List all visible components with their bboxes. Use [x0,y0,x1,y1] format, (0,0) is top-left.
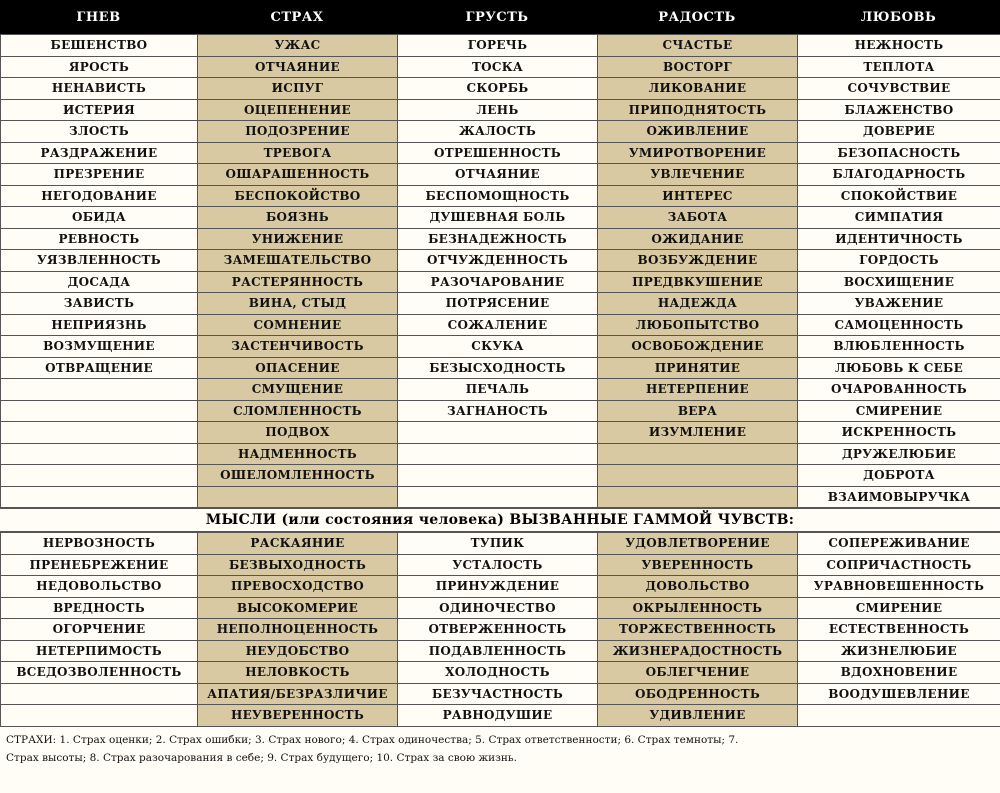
table-cell: УЯЗВЛЕННОСТЬ [1,250,198,272]
table-cell [1,379,198,401]
table-cell: СЧАСТЬЕ [598,35,798,57]
table-row [1,228,1000,250]
table-cell [798,705,1000,727]
table-cell: ЛЕНЬ [398,99,598,121]
column-header-joy: РАДОСТЬ [658,9,736,25]
table-cell: УВЕРЕННОСТЬ [598,554,798,576]
table-row [1,35,1000,57]
table-cell: УДИВЛЕНИЕ [598,705,798,727]
table-cell: ВОСХИЩЕНИЕ [798,271,1000,293]
table-cell: ОЖИДАНИЕ [598,228,798,250]
table-cell: ТОРЖЕСТВЕННОСТЬ [598,619,798,641]
table-cell: СОМНЕНИЕ [198,314,398,336]
table-row [1,78,1000,100]
table-row [1,379,1000,401]
section-title: МЫСЛИ (или состояния человека) ВЫЗВАННЫЕ ГАММОЙ ЧУВСТВ: [0,508,1000,532]
table-cell: ВРЕДНОСТЬ [1,597,198,619]
table-cell: ОСВОБОЖДЕНИЕ [598,336,798,358]
table-cell: НЕРВОЗНОСТЬ [1,533,198,555]
table-cell: ОШАРАШЕННОСТЬ [198,164,398,186]
table-row [1,533,1000,555]
table-cell [1,422,198,444]
table-row [1,164,1000,186]
table-cell: ТЕПЛОТА [798,56,1000,78]
table-cell: БЛАЖЕНСТВО [798,99,1000,121]
table-cell: ПОДАВЛЕННОСТЬ [398,640,598,662]
table-cell: РАЗОЧАРОВАНИЕ [398,271,598,293]
table-cell: СМИРЕНИЕ [798,400,1000,422]
table-cell: УДОВЛЕТВОРЕНИЕ [598,533,798,555]
table-cell: СМУЩЕНИЕ [198,379,398,401]
table-cell: ПОТРЯСЕНИЕ [398,293,598,315]
table-row [1,207,1000,229]
table-cell: ОЧАРОВАННОСТЬ [798,379,1000,401]
table-cell: ОПАСЕНИЕ [198,357,398,379]
emotions-table [0,34,1000,508]
table-cell: ОБОДРЕННОСТЬ [598,683,798,705]
table-cell [598,443,798,465]
table-row [1,465,1000,487]
table-cell [598,486,798,508]
table-cell: ПРИНУЖДЕНИЕ [398,576,598,598]
table-cell: СЛОМЛЕННОСТЬ [198,400,398,422]
table-cell: ВЛЮБЛЕННОСТЬ [798,336,1000,358]
table-cell: ГОРЕЧЬ [398,35,598,57]
table-cell: ПРЕВОСХОДСТВО [198,576,398,598]
thoughts-table [0,532,1000,727]
table-cell: БЕЗВЫХОДНОСТЬ [198,554,398,576]
table-cell: НЕНАВИСТЬ [1,78,198,100]
table-row [1,293,1000,315]
table-cell: ГОРДОСТЬ [798,250,1000,272]
table-cell: БЕЗЫСХОДНОСТЬ [398,357,598,379]
table-cell: НЕДОВОЛЬСТВО [1,576,198,598]
table-cell: ДУШЕВНАЯ БОЛЬ [398,207,598,229]
table-cell: ОТЧУЖДЕННОСТЬ [398,250,598,272]
table-cell: НЕПРИЯЗНЬ [1,314,198,336]
table-cell: ТОСКА [398,56,598,78]
table-cell: ЗАСТЕНЧИВОСТЬ [198,336,398,358]
table-cell: ВОЗМУЩЕНИЕ [1,336,198,358]
table-row [1,314,1000,336]
table-cell: ПРЕДВКУШЕНИЕ [598,271,798,293]
table-cell: РАСКАЯНИЕ [198,533,398,555]
table-cell: ИДЕНТИЧНОСТЬ [798,228,1000,250]
table-row [1,99,1000,121]
table-cell: РАВНОДУШИЕ [398,705,598,727]
table-cell: ИЗУМЛЕНИЕ [598,422,798,444]
table-row [1,336,1000,358]
table-cell [398,486,598,508]
table-cell: ЕСТЕСТВЕННОСТЬ [798,619,1000,641]
column-header-fear: СТРАХ [270,9,324,25]
table-row [1,597,1000,619]
column-header-love: ЛЮБОВЬ [860,9,937,25]
table-cell: БЕСПОМОЩНОСТЬ [398,185,598,207]
table-cell: СМИРЕНИЕ [798,597,1000,619]
table-cell: НЕЖНОСТЬ [798,35,1000,57]
table-cell: ОБИДА [1,207,198,229]
table-cell: ПРИНЯТИЕ [598,357,798,379]
table-cell: ОБЛЕГЧЕНИЕ [598,662,798,684]
table-cell: ЖИЗНЕРАДОСТНОСТЬ [598,640,798,662]
table-cell: ОТЧАЯНИЕ [398,164,598,186]
table-cell: НАДЕЖДА [598,293,798,315]
table-row [1,142,1000,164]
table-cell: ВООДУШЕВЛЕНИЕ [798,683,1000,705]
table-cell: НАДМЕННОСТЬ [198,443,398,465]
table-cell: СОПРИЧАСТНОСТЬ [798,554,1000,576]
table-row [1,486,1000,508]
table-cell: СПОКОЙСТВИЕ [798,185,1000,207]
table-cell: ВЫСОКОМЕРИЕ [198,597,398,619]
table-cell: ДОВЕРИЕ [798,121,1000,143]
table-cell: ВОЗБУЖДЕНИЕ [598,250,798,272]
table-cell: ОТЧАЯНИЕ [198,56,398,78]
table-cell: НЕУВЕРЕННОСТЬ [198,705,398,727]
table-cell: ВСЕДОЗВОЛЕННОСТЬ [1,662,198,684]
table-cell: ВЕРА [598,400,798,422]
table-cell: ЗАВИСТЬ [1,293,198,315]
table-cell: ИНТЕРЕС [598,185,798,207]
table-cell: ПРЕЗРЕНИЕ [1,164,198,186]
table-cell [1,443,198,465]
table-cell: УМИРОТВОРЕНИЕ [598,142,798,164]
table-cell: УСТАЛОСТЬ [398,554,598,576]
table-cell [398,443,598,465]
table-row [1,554,1000,576]
table-cell: ПРЕНЕБРЕЖЕНИЕ [1,554,198,576]
table-row [1,619,1000,641]
table-cell: СКУКА [398,336,598,358]
table-cell: ОЖИВЛЕНИЕ [598,121,798,143]
table-row [1,443,1000,465]
table-cell: ОДИНОЧЕСТВО [398,597,598,619]
table-cell: ЖАЛОСТЬ [398,121,598,143]
table-row [1,422,1000,444]
table-cell: ПРИПОДНЯТОСТЬ [598,99,798,121]
table-cell: НЕПОЛНОЦЕННОСТЬ [198,619,398,641]
table-cell: ВДОХНОВЕНИЕ [798,662,1000,684]
table-cell: БЕЗНАДЕЖНОСТЬ [398,228,598,250]
table-cell: АПАТИЯ/БЕЗРАЗЛИЧИЕ [198,683,398,705]
table-cell: РАСТЕРЯННОСТЬ [198,271,398,293]
table-cell: ЗАБОТА [598,207,798,229]
table-cell [1,705,198,727]
table-cell: ЛЮБОПЫТСТВО [598,314,798,336]
table-row [1,683,1000,705]
table-cell: ИСКРЕННОСТЬ [798,422,1000,444]
table-cell: СИМПАТИЯ [798,207,1000,229]
table-cell: ВЗАИМОВЫРУЧКА [798,486,1000,508]
table-cell: ЯРОСТЬ [1,56,198,78]
table-cell: НЕГОДОВАНИЕ [1,185,198,207]
table-cell: ЗАГНАНОСТЬ [398,400,598,422]
table-row [1,705,1000,727]
table-cell: БЕСПОКОЙСТВО [198,185,398,207]
table-cell: БЛАГОДАРНОСТЬ [798,164,1000,186]
table-cell: УЖАС [198,35,398,57]
table-cell: ОТВРАЩЕНИЕ [1,357,198,379]
table-cell: РАЗДРАЖЕНИЕ [1,142,198,164]
table-cell [598,465,798,487]
table-cell: ВИНА, СТЫД [198,293,398,315]
table-cell: НЕУДОБСТВО [198,640,398,662]
table-cell: УНИЖЕНИЕ [198,228,398,250]
table-cell [1,465,198,487]
table-row [1,56,1000,78]
table-row [1,576,1000,598]
table-cell: ОКРЫЛЕННОСТЬ [598,597,798,619]
table-cell: САМОЦЕННОСТЬ [798,314,1000,336]
table-cell: СКОРБЬ [398,78,598,100]
table-cell: УВЛЕЧЕНИЕ [598,164,798,186]
table-cell: НЕТЕРПИМОСТЬ [1,640,198,662]
table-cell: ПОДОЗРЕНИЕ [198,121,398,143]
table-row [1,662,1000,684]
table-cell: ОШЕЛОМЛЕННОСТЬ [198,465,398,487]
table-row [1,250,1000,272]
table-cell: УРАВНОВЕШЕННОСТЬ [798,576,1000,598]
table-row [1,121,1000,143]
table-cell: СОЧУВСТВИЕ [798,78,1000,100]
table-cell [1,400,198,422]
table-cell: ПОДВОХ [198,422,398,444]
table-cell: ТРЕВОГА [198,142,398,164]
table-cell [198,486,398,508]
table-cell [1,486,198,508]
table-cell: ДОСАДА [1,271,198,293]
table-cell: ИСТЕРИЯ [1,99,198,121]
table-cell: ЛИКОВАНИЕ [598,78,798,100]
table-cell [398,422,598,444]
table-row [1,640,1000,662]
table-cell: ПЕЧАЛЬ [398,379,598,401]
column-header-sadness: ГРУСТЬ [465,9,529,25]
table-cell: ТУПИК [398,533,598,555]
table-row [1,185,1000,207]
table-cell: ЖИЗНЕЛЮБИЕ [798,640,1000,662]
table-cell [398,465,598,487]
table-cell: ЛЮБОВЬ К СЕБЕ [798,357,1000,379]
footnote-line-1: СТРАХИ: 1. Страх оценки; 2. Страх ошибки; 3. Страх нового; 4. Страх одиночества; 5. Страх ответственности; 6. Страх темноты; 7. [6,733,739,746]
table-cell: БОЯЗНЬ [198,207,398,229]
table-cell: СОЖАЛЕНИЕ [398,314,598,336]
table-cell: НЕЛОВКОСТЬ [198,662,398,684]
table-cell: БЕШЕНСТВО [1,35,198,57]
table-cell: ДОБРОТА [798,465,1000,487]
table-cell: БЕЗОПАСНОСТЬ [798,142,1000,164]
table-cell: ОТРЕШЕННОСТЬ [398,142,598,164]
table-cell: БЕЗУЧАСТНОСТЬ [398,683,598,705]
table-cell: НЕТЕРПЕНИЕ [598,379,798,401]
table-row [1,400,1000,422]
table-row [1,271,1000,293]
fears-footnote [0,727,1000,767]
table-cell: УВАЖЕНИЕ [798,293,1000,315]
table-cell: ВОСТОРГ [598,56,798,78]
table-cell: ИСПУГ [198,78,398,100]
table-cell: ЗЛОСТЬ [1,121,198,143]
footnote-line-2: Страх высоты; 8. Страх разочарования в себе; 9. Страх будущего; 10. Страх за свою жизнь. [6,751,517,764]
table-cell: ОГОРЧЕНИЕ [1,619,198,641]
table-cell: ОЦЕПЕНЕНИЕ [198,99,398,121]
table-cell: ЗАМЕШАТЕЛЬСТВО [198,250,398,272]
table-cell: ДОВОЛЬСТВО [598,576,798,598]
table-cell: ОТВЕРЖЕННОСТЬ [398,619,598,641]
table-cell: ДРУЖЕЛЮБИЕ [798,443,1000,465]
table-header [0,0,1000,34]
table-cell: СОПЕРЕЖИВАНИЕ [798,533,1000,555]
table-cell: РЕВНОСТЬ [1,228,198,250]
table-cell [1,683,198,705]
table-cell: ХОЛОДНОСТЬ [398,662,598,684]
column-header-anger: ГНЕВ [76,9,121,25]
table-row [1,357,1000,379]
